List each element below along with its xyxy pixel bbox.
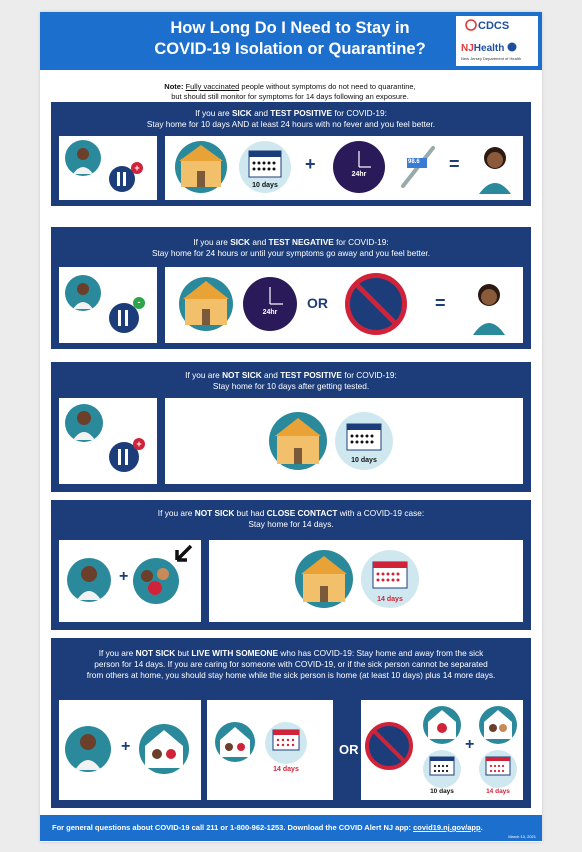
days-label: 14 days bbox=[273, 766, 299, 773]
or-label: OR bbox=[307, 295, 328, 311]
house-icon bbox=[295, 550, 353, 608]
recovered-person-icon bbox=[469, 279, 509, 335]
quarantine-plan-box bbox=[209, 540, 523, 622]
clock-icon bbox=[243, 277, 297, 331]
equals-sign: = bbox=[449, 154, 460, 174]
isolation-plan-box bbox=[165, 136, 523, 200]
flyer-page bbox=[40, 12, 542, 842]
calendar-10-icon bbox=[423, 750, 461, 788]
no-symptoms-icon bbox=[345, 273, 407, 335]
stethoscope-icon bbox=[464, 19, 478, 31]
section-title: If you are NOT SICK but had CLOSE CONTACT with a COVID-19 case: Stay home for 14 days. bbox=[157, 508, 425, 529]
plus-sign: + bbox=[305, 154, 316, 174]
positive-badge-icon: + bbox=[131, 162, 143, 174]
title-line-1: How Long Do I Need to Stay in bbox=[170, 19, 410, 37]
footer-date: March 13, 2021 bbox=[508, 834, 536, 839]
clock-icon bbox=[333, 141, 385, 193]
equals-sign: = bbox=[435, 293, 446, 313]
clock-label: 24hr bbox=[351, 171, 367, 178]
days-label-10: 10 days bbox=[430, 788, 454, 795]
footer-text: For general questions about COVID-19 call 211 or 1-800-962-1253. Download the COVID Alert NJ app: covid19.nj.gov/app. bbox=[52, 823, 483, 832]
option-stay-home-box bbox=[207, 700, 333, 800]
isolation-plan-box bbox=[165, 267, 523, 343]
contact-box bbox=[59, 540, 201, 622]
days-label: 10 days bbox=[252, 182, 278, 189]
clock-label: 24hr bbox=[262, 309, 278, 316]
symptom-box bbox=[59, 136, 157, 200]
thermometer-reading: 98.6 bbox=[408, 159, 420, 165]
title-line-2: COVID-19 Isolation or Quarantine? bbox=[154, 40, 426, 58]
sick-person-icon bbox=[65, 275, 101, 311]
seal-icon bbox=[507, 42, 517, 52]
calendar-icon bbox=[265, 722, 307, 764]
no-contact-icon bbox=[365, 722, 413, 770]
negative-badge-icon: - bbox=[133, 297, 145, 309]
person-icon bbox=[65, 404, 103, 442]
header-banner bbox=[40, 12, 542, 70]
days-label-14: 14 days bbox=[486, 788, 510, 795]
person-icon bbox=[65, 726, 111, 772]
nj-health-logo: NJHealth bbox=[461, 42, 517, 54]
sick-person-icon bbox=[65, 140, 101, 176]
sick-person-house-icon bbox=[423, 706, 461, 744]
symptom-box bbox=[59, 398, 157, 484]
cdcs-logo: CDCS bbox=[464, 19, 509, 32]
section-title: If you are NOT SICK but LIVE WITH SOMEONE who has COVID-19: Stay home and away from the sick person for 14 days. If you are caring for someone with COVID-19, or if the sick person cannot be separated from others at home, you should stay home while the sick person is home (at least 10 days) plus 14 more days. bbox=[86, 648, 496, 680]
thermometer-icon bbox=[395, 142, 439, 192]
vaccination-note: Note: Fully vaccinated people without symptoms do not need to quarantine, but should still monitor for symptoms for 14 days following an exposure. bbox=[164, 82, 416, 101]
family-house-icon bbox=[479, 706, 517, 744]
page-title bbox=[100, 18, 480, 60]
plus-sign: + bbox=[121, 738, 131, 755]
section-sick-negative bbox=[51, 227, 531, 349]
section-live-with-someone bbox=[51, 638, 531, 808]
fully-vaccinated-link[interactable]: Fully vaccinated bbox=[185, 82, 240, 91]
isolation-plan-box bbox=[165, 398, 523, 484]
days-label: 14 days bbox=[377, 596, 403, 603]
section-notsick-positive bbox=[51, 362, 531, 492]
or-label: OR bbox=[339, 742, 359, 757]
footer-banner bbox=[40, 815, 542, 841]
positive-badge-icon: + bbox=[133, 438, 145, 450]
logos bbox=[456, 16, 538, 66]
option-separate-box bbox=[339, 700, 523, 800]
plus-sign: + bbox=[119, 568, 129, 585]
section-title: If you are NOT SICK and TEST POSITIVE for COVID-19: Stay home for 10 days after getting tested. bbox=[185, 370, 397, 391]
recovered-person-icon bbox=[475, 142, 515, 194]
person-icon bbox=[67, 558, 111, 602]
nj-health-subtitle: New Jersey Department of Health bbox=[461, 56, 522, 61]
symptom-box bbox=[59, 267, 157, 343]
household-box bbox=[59, 700, 201, 800]
calendar-14-icon bbox=[479, 750, 517, 788]
sick-bed-house-icon bbox=[175, 141, 227, 193]
arrow-pointer-icon bbox=[171, 544, 193, 566]
section-title: If you are SICK and TEST POSITIVE for COVID-19: Stay home for 10 days AND at least 24 hours with no fever and you feel better. bbox=[146, 108, 436, 129]
section-title: If you are SICK and TEST NEGATIVE for COVID-19: Stay home for 24 hours or until your symptoms go away and you feel better. bbox=[151, 237, 431, 258]
sick-family-house-icon bbox=[139, 724, 189, 774]
days-label: 10 days bbox=[351, 457, 377, 464]
covid-app-link[interactable]: covid19.nj.gov/app bbox=[413, 823, 481, 832]
section-sick-positive bbox=[51, 102, 531, 206]
section-close-contact bbox=[51, 500, 531, 630]
house-icon bbox=[269, 412, 327, 470]
plus-sign-2: + bbox=[465, 736, 475, 753]
sick-bed-house-icon bbox=[179, 277, 233, 331]
sick-family-house-icon bbox=[215, 722, 255, 762]
